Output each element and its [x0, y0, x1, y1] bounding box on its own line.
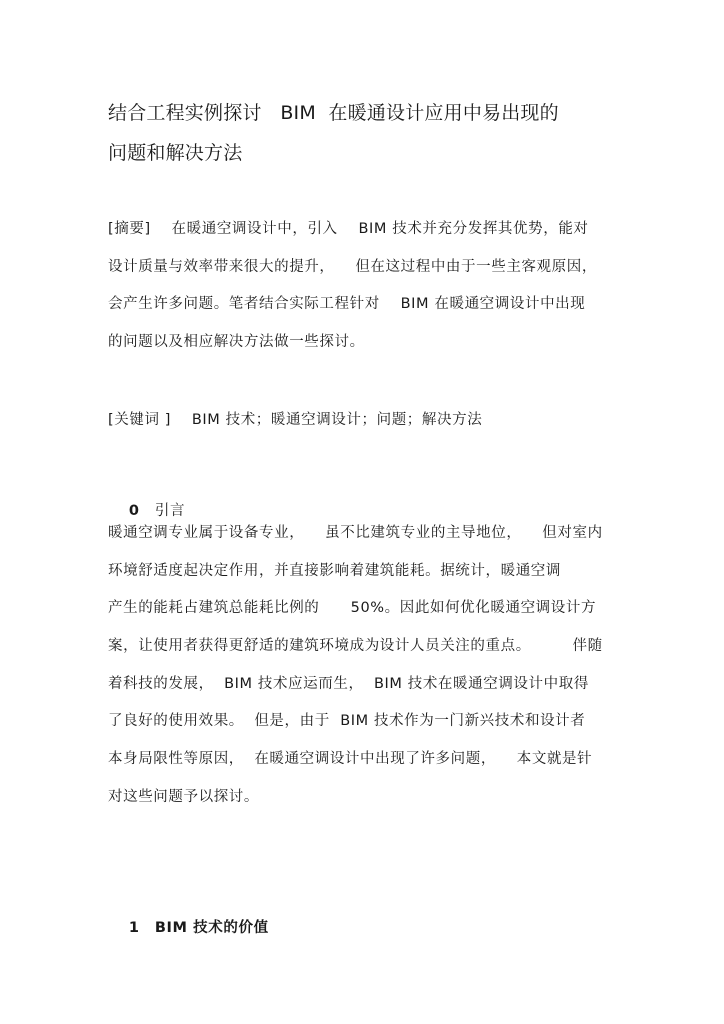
abstract-line-3: 会产生许多问题。笔者结合实际工程针对 BIM 在暖通空调设计中出现 [108, 296, 586, 312]
section-1-number: 1 [128, 919, 140, 936]
section-0-title: 引言 [154, 502, 186, 519]
intro-line-3: 产生的能耗占建筑总能耗比例的 50%。因此如何优化暖通空调设计方 [108, 600, 597, 616]
abstract-line-1: [摘要] 在暖通空调设计中，引入 BIM 技术并充分发挥其优势，能对 [108, 221, 589, 237]
section-1-title: BIM 技术的价值 [154, 919, 269, 936]
intro-line-4: 案，让使用者获得更舒适的建筑环境成为设计人员关注的重点。 伴随 [108, 638, 603, 654]
intro-line-7: 本身局限性等原因， 在暖通空调设计中出现了许多问题， 本文就是针 [108, 751, 593, 767]
intro-line-1: 暖通空调专业属于设备专业， 虽不比建筑专业的主导地位， 但对室内 [108, 525, 603, 541]
keywords-line: [关键词 ] BIM 技术；暖通空调设计；问题；解决方法 [108, 412, 483, 428]
abstract-line-2: 设计质量与效率带来很大的提升， 但在这过程中由于一些主客观原因， [108, 259, 597, 275]
intro-line-2: 环境舒适度起决定作用，并直接影响着建筑能耗。据统计，暖通空调 [108, 563, 561, 579]
section-0-number: 0 [128, 502, 140, 519]
abstract-line-4: 的问题以及相应解决方法做一些探讨。 [108, 334, 365, 350]
intro-line-6: 了良好的使用效果。 但是，由于 BIM 技术作为一门新兴技术和设计者 [108, 713, 586, 729]
intro-line-8: 对这些问题予以探讨。 [108, 789, 259, 805]
section-1-heading [108, 906, 269, 950]
document-title-line-1: 结合工程实例探讨 BIM 在暖通设计应用中易出现的 [108, 102, 559, 124]
document-title-line-2: 问题和解决方法 [108, 142, 243, 164]
intro-line-5: 着科技的发展， BIM 技术应运而生， BIM 技术在暖通空调设计中取得 [108, 676, 589, 692]
